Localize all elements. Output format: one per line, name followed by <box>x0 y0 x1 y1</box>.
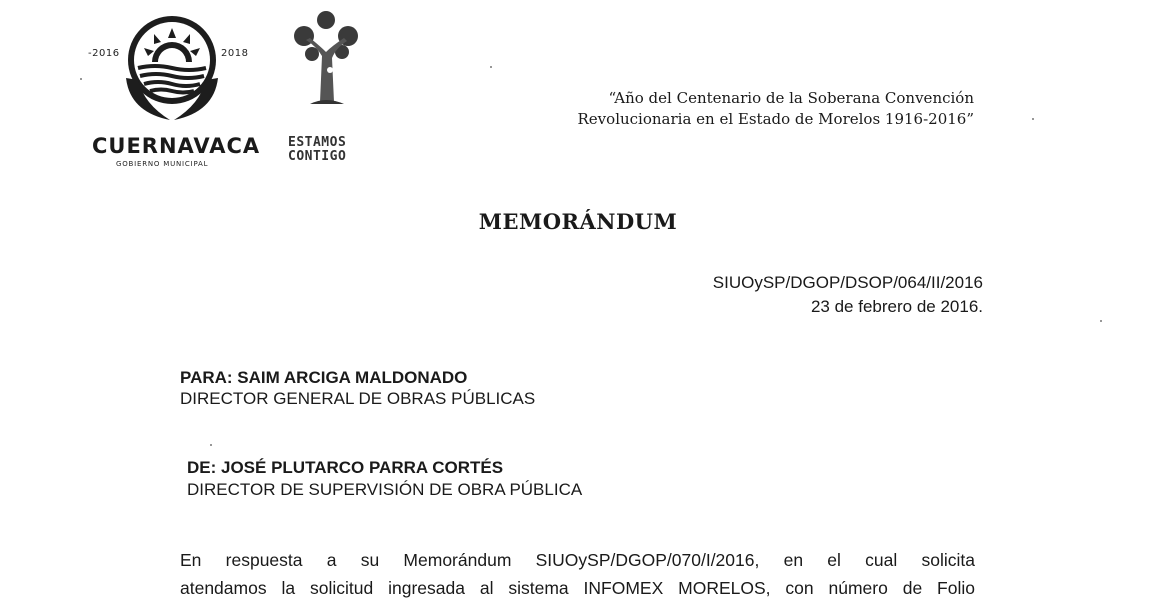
motto-line-1: “Año del Centenario de la Soberana Convención <box>608 89 974 107</box>
logo-subtitle: GOBIERNO MUNICIPAL <box>116 160 209 168</box>
motto-line-2: Revolucionaria en el Estado de Morelos 1916-2016” <box>577 110 974 128</box>
scan-speck <box>80 78 82 80</box>
tree-icon <box>286 6 366 106</box>
reference-date: 23 de febrero de 2016. <box>810 297 983 316</box>
body-paragraph <box>180 546 975 602</box>
motto <box>540 88 974 130</box>
document-title: MEMORÁNDUM <box>478 209 678 234</box>
sender-name: DE: JOSÉ PLUTARCO PARRA CORTÉS <box>187 458 504 477</box>
body-line-2: atendamos la solicitud ingresada al sistema INFOMEX MORELOS, con número de Folio <box>180 578 975 598</box>
logo-slogan <box>288 136 346 164</box>
sender-role: DIRECTOR DE SUPERVISIÓN DE OBRA PÚBLICA <box>187 480 583 499</box>
scan-speck <box>490 66 492 68</box>
scan-speck <box>210 444 212 446</box>
logo-city-name: CUERNAVACA <box>92 134 261 158</box>
reference-block <box>560 271 983 319</box>
reference-number: SIUOySP/DGOP/DSOP/064/II/2016 <box>712 273 983 292</box>
cuernavaca-logo <box>82 8 262 178</box>
recipient-role: DIRECTOR GENERAL DE OBRAS PÚBLICAS <box>180 389 536 408</box>
slogan-line-2: CONTIGO <box>288 149 347 164</box>
logo-year-start: -2016 <box>88 48 120 59</box>
body-line-1: En respuesta a su Memorándum SIUOySP/DGOP/070/I/2016, en el cual solicita <box>180 550 975 570</box>
recipient-name: PARA: SAIM ARCIGA MALDONADO <box>180 368 468 387</box>
cuernavaca-emblem-icon <box>82 8 262 133</box>
slogan-line-1: ESTAMOS <box>288 135 347 150</box>
scan-speck <box>1100 320 1102 322</box>
scan-speck <box>1032 118 1034 120</box>
logo-year-end: 2018 <box>221 48 249 59</box>
estamos-contigo-logo <box>286 6 376 176</box>
